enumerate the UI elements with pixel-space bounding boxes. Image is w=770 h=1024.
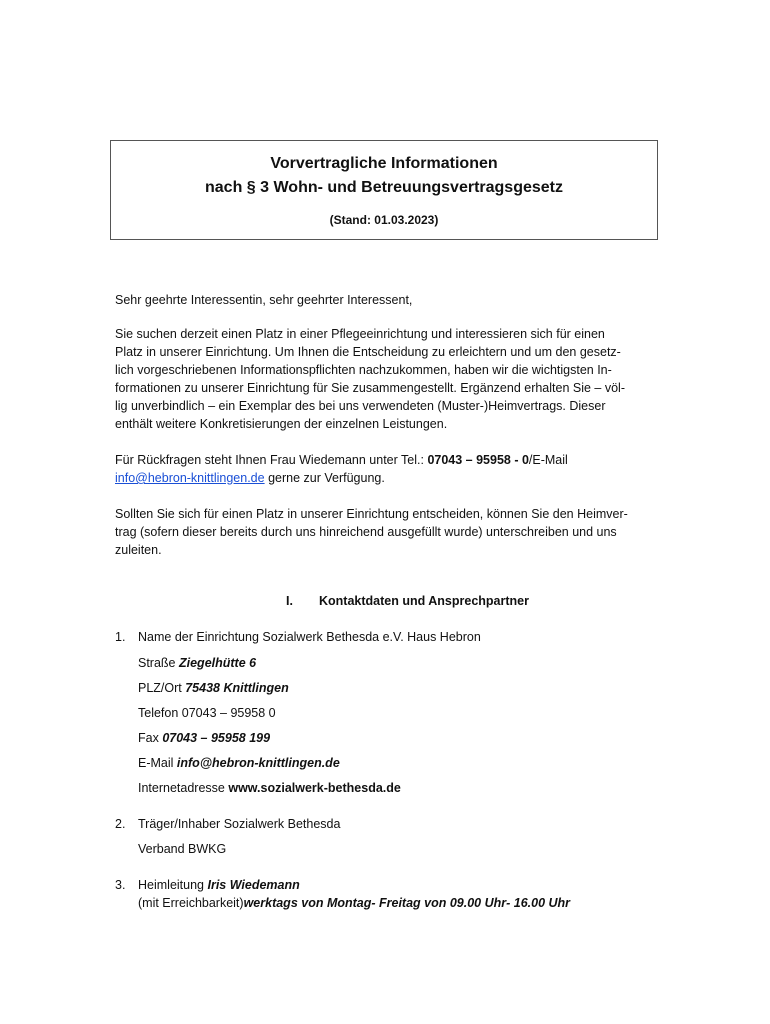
contact-text-end: gerne zur Verfügung. (264, 471, 385, 485)
phone-line: Telefon 07043 – 95958 0 (138, 706, 276, 720)
owner-line: Träger/Inhaber Sozialwerk Bethesda (138, 817, 341, 831)
paragraph-line: trag (sofern dieser bereits durch uns hinreichend ausgefüllt wurde) unterschreiben und uns (115, 525, 617, 539)
document-stand-date: (Stand: 01.03.2023) (329, 213, 439, 227)
list-number: 2. (115, 817, 126, 831)
greeting: Sehr geehrte Interessentin, sehr geehrter Interessent, (115, 293, 413, 307)
paragraph-line: lig unverbindlich – ein Exemplar des bei uns verwendeten (Muster-)Heimvertrags. Dieser (115, 399, 606, 413)
contact-email-link[interactable]: info@hebron-knittlingen.de (115, 471, 265, 485)
paragraph-line: lich vorgeschriebenen Informationspflichten nachzukommen, haben wir die wichtigsten In- (115, 363, 612, 377)
list-number: 3. (115, 878, 126, 892)
paragraph-line: enthält weitere Konkretisierungen der einzelnen Leistungen. (115, 417, 448, 431)
facility-name: Name der Einrichtung Sozialwerk Bethesda e.V. Haus Hebron (138, 630, 481, 644)
fax-line: Fax 07043 – 95958 199 (138, 731, 271, 745)
paragraph-line: Sollten Sie sich für einen Platz in unserer Einrichtung entscheiden, können Sie den Heimver- (115, 507, 628, 521)
lead-line: Heimleitung Iris Wiedemann (138, 878, 300, 892)
list-number: 1. (115, 630, 126, 644)
title-box (110, 140, 658, 240)
section-numeral: I. (286, 594, 293, 608)
email-line: E-Mail info@hebron-knittlingen.de (138, 756, 340, 770)
website-line: Internetadresse www.sozialwerk-bethesda.de (138, 781, 401, 795)
contact-email-label: /E-Mail (528, 453, 568, 467)
document-title-line1: Vorvertragliche Informationen (270, 155, 498, 172)
reachability-line: (mit Erreichbarkeit)werktags von Montag- Freitag von 09.00 Uhr- 16.00 Uhr (138, 896, 571, 910)
contact-phone: 07043 – 95958 - 0 (427, 453, 529, 467)
paragraph-line: formationen zu unserer Einrichtung für Sie zusammengestellt. Ergänzend erhalten Sie – völ- (115, 381, 625, 395)
street-line: Straße Ziegelhütte 6 (138, 656, 257, 670)
paragraph-line: zuleiten. (115, 543, 162, 557)
plz-line: PLZ/Ort 75438 Knittlingen (138, 681, 289, 695)
paragraph-line: Sie suchen derzeit einen Platz in einer Pflegeeinrichtung und interessieren sich für einen (115, 327, 605, 341)
section-title: Kontaktdaten und Ansprechpartner (319, 594, 529, 608)
contact-line-2 (115, 469, 385, 487)
document-title-line2: nach § 3 Wohn- und Betreuungsvertragsgesetz (205, 179, 563, 196)
verband-line: Verband BWKG (138, 842, 227, 856)
paragraph-line: Platz in unserer Einrichtung. Um Ihnen die Entscheidung zu erleichtern und um den gesetz- (115, 345, 621, 359)
contact-line (115, 451, 568, 469)
contact-text: Für Rückfragen steht Ihnen Frau Wiedemann unter Tel.: (115, 453, 428, 467)
